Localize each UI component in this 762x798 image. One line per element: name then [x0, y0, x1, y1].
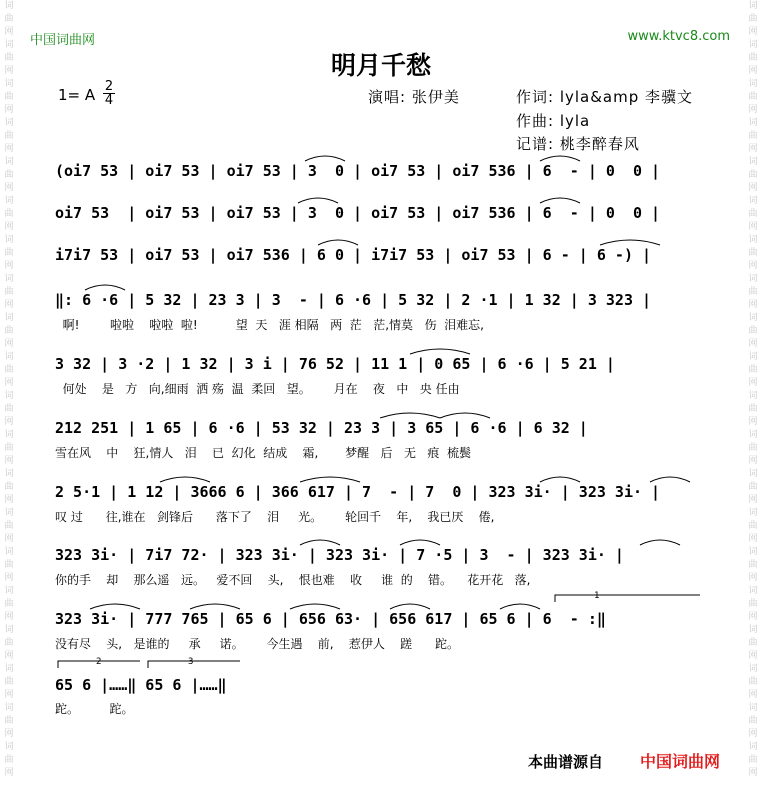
slur — [540, 156, 580, 161]
source-label: 本曲谱源自 — [528, 753, 604, 771]
score-line-9: 323 3i· | 777 765 | 65 6 | 656 63· | 656 617 | 65 6 | 6 - :‖ — [55, 610, 606, 628]
composer-credit: 作曲: lyla — [516, 112, 591, 130]
slur — [380, 413, 440, 418]
lyricist-credit: 作词: lyla&amp 李骥文 — [516, 88, 694, 106]
slur — [640, 540, 680, 545]
watermark-left: 词曲网词曲网词曲网词曲网词曲网词曲网词曲网词曲网词曲网词曲网词曲网词曲网词曲网词曲网词曲网词曲网词曲网词曲网词曲网词曲网 — [4, 1, 14, 778]
lyric-line-7: 叹 过 往,谁在 剑锋后 落下了 泪 光。 轮回千 年, 我已厌 倦, — [55, 510, 495, 524]
footer-brand[interactable]: 中国词曲网 — [640, 752, 721, 771]
transcriber-credit: 记谱: 桃李醉春风 — [516, 135, 640, 153]
slur — [390, 604, 430, 609]
slur — [300, 477, 360, 482]
lyric-line-9: 没有尽 头, 是谁的 承 诺。 今生遇 前, 惹伊人 蹉 跎。 — [55, 637, 460, 651]
site-name[interactable]: 中国词曲网 — [30, 33, 96, 48]
slur — [540, 198, 580, 203]
score-line-2: oi7 53 | oi7 53 | oi7 53 | 3 0 | oi7 53 | oi7 536 | 6 - | 0 0 | — [55, 204, 661, 222]
volta-bracket — [555, 595, 700, 602]
slur — [85, 285, 125, 290]
score-line-4: ‖: 6 ·6 | 5 32 | 23 3 | 3 - | 6 ·6 | 5 32 | 2 ·1 | 1 32 | 3 323 | — [55, 291, 652, 309]
volta-3: 3 — [188, 657, 194, 667]
key-signature: 1= A — [58, 86, 96, 104]
lyric-line-5: 何处 是 方 向,细雨 洒 殇 温 柔回 望。 月在 夜 中 央 任由 — [55, 382, 460, 396]
time-numerator: 2 — [104, 79, 114, 94]
slur — [318, 240, 358, 245]
site-url[interactable]: www.ktvc8.com — [627, 29, 730, 44]
volta-1: 1 — [594, 591, 600, 601]
volta-bracket — [148, 661, 240, 668]
slur — [600, 240, 660, 245]
slur — [400, 540, 440, 545]
slur — [160, 477, 210, 482]
score-line-7: 2 5·1 | 1 12 | 3666 6 | 366 617 | 7 - | 7 0 | 323 3i· | 323 3i· | — [55, 483, 661, 501]
slur — [190, 604, 240, 609]
time-denominator: 4 — [104, 93, 114, 108]
score-line-1: (oi7 53 | oi7 53 | oi7 53 | 3 0 | oi7 53 | oi7 536 | 6 - | 0 0 | — [55, 162, 661, 180]
watermark-right: 词曲网词曲网词曲网词曲网词曲网词曲网词曲网词曲网词曲网词曲网词曲网词曲网词曲网词曲网词曲网词曲网词曲网词曲网词曲网词曲网 — [748, 1, 758, 778]
slur — [298, 198, 338, 203]
lyric-line-10: 跎。 跎。 — [55, 702, 134, 716]
singer-credit: 演唱: 张伊美 — [368, 88, 460, 106]
score-line-3: i7i7 53 | oi7 53 | oi7 536 | 6 0 | i7i7 53 | oi7 53 | 6 - | 6 -) | — [55, 246, 652, 264]
song-title: 明月千愁 — [330, 51, 431, 80]
slur — [410, 349, 470, 354]
score-line-5: 3 32 | 3 ·2 | 1 32 | 3 i | 76 52 | 11 1 | 0 65 | 6 ·6 | 5 21 | — [55, 355, 615, 373]
slur — [300, 540, 340, 545]
slur — [90, 604, 140, 609]
volta-2: 2 — [96, 657, 102, 667]
score-line-8: 323 3i· | 7i7 72· | 323 3i· | 323 3i· | 7 ·5 | 3 - | 323 3i· | — [55, 546, 624, 564]
slur — [305, 156, 345, 161]
lyric-line-4: 啊! 啦啦 啦啦 啦! 望 天 涯 相隔 两 茫 茫,情莫 伤 泪难忘, — [55, 318, 484, 332]
slur — [440, 413, 490, 418]
lyric-line-6: 雪在风 中 狂,情人 泪 已 幻化 结成 霜, 梦醒 后 无 痕 梳鬓 — [55, 446, 472, 460]
slur — [540, 477, 580, 482]
slur — [290, 604, 340, 609]
slur — [650, 477, 690, 482]
slur — [500, 604, 540, 609]
lyric-line-8: 你的手 却 那么遥 远。 爱不回 头, 恨也难 收 谁 的 错。 花开花 落, — [55, 573, 531, 587]
score-line-10: 65 6 |……‖ 65 6 |……‖ — [55, 676, 227, 694]
score-line-6: 212 251 | 1 65 | 6 ·6 | 53 32 | 23 3 | 3 65 | 6 ·6 | 6 32 | — [55, 419, 588, 437]
